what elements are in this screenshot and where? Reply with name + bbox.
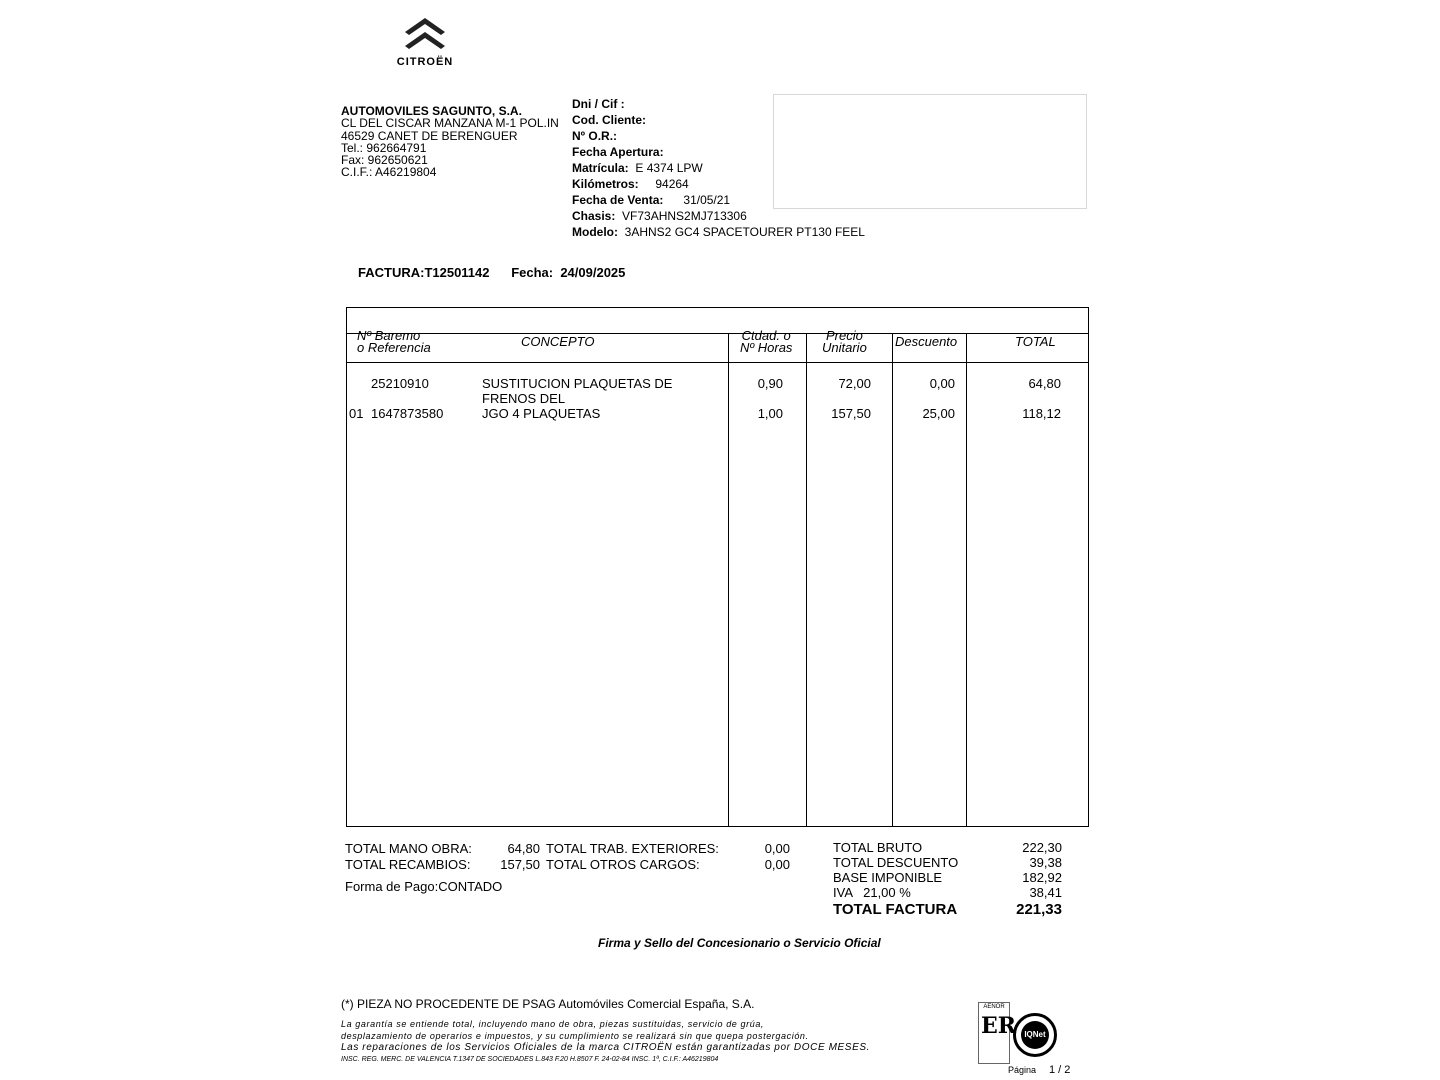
- row2-total: 118,12: [1022, 406, 1061, 421]
- company-fax: Fax: 962650621: [341, 153, 428, 168]
- forma-pago-label: Forma de Pago:: [345, 879, 439, 894]
- company-address2: 46529 CANET DE BERENGUER: [341, 128, 518, 143]
- bruto-label: TOTAL BRUTO: [833, 840, 923, 855]
- client-address-box: [773, 94, 1087, 209]
- header-concepto: CONCEPTO: [521, 334, 595, 349]
- fecha-value: 24/09/2025: [560, 265, 626, 280]
- otros-value: 0,00: [764, 857, 790, 872]
- row2-cantidad: 1,00: [757, 406, 783, 421]
- trab-ext-label: TOTAL TRAB. EXTERIORES:: [546, 841, 719, 856]
- chasis-label: Chasis:: [572, 209, 616, 223]
- brand-name: CITROËN: [396, 56, 454, 68]
- header-precio-line2: Unitario: [822, 340, 867, 355]
- company-cif: C.I.F.: A46219804: [341, 165, 437, 180]
- company-address1: CL DEL CISCAR MANZANA M-1 POL.IN: [341, 116, 559, 131]
- km-label: Kilómetros:: [572, 177, 639, 191]
- items-table: [346, 307, 1089, 827]
- row1-ref: 25210910: [371, 376, 429, 391]
- header-ref-line2: o Referencia: [357, 340, 431, 355]
- otros-label: TOTAL OTROS CARGOS:: [546, 857, 700, 872]
- fecha-venta-value: 31/05/21: [683, 193, 731, 207]
- factura-number: T12501142: [424, 265, 490, 280]
- row1-concept-line2: FRENOS DEL: [482, 391, 566, 406]
- fecha-venta-label: Fecha de Venta:: [572, 193, 664, 207]
- table-divider: [347, 362, 1088, 363]
- invoice-header: [358, 265, 625, 280]
- cod-cliente-label: Cod. Cliente:: [572, 113, 646, 127]
- bruto-value: 222,30: [1022, 840, 1062, 855]
- descuento-label: TOTAL DESCUENTO: [833, 855, 959, 870]
- mano-obra-value: 64,80: [507, 841, 540, 856]
- header-cantidad: [740, 330, 792, 354]
- dni-label: Dni / Cif :: [572, 97, 625, 111]
- base-value: 182,92: [1022, 870, 1062, 885]
- total-factura-label: TOTAL FACTURA: [833, 901, 958, 918]
- forma-pago: [345, 879, 502, 894]
- matricula-label: Matrícula:: [572, 161, 629, 175]
- citroen-logo: [378, 14, 472, 74]
- row1-cantidad: 0,90: [757, 376, 783, 391]
- header-ref-line1: Nº Baremo: [357, 328, 421, 343]
- aenor-certification: [978, 1002, 1017, 1064]
- km-value: 94264: [655, 177, 689, 191]
- header-cant-line2: Nº Horas: [740, 340, 793, 355]
- signature-caption: Firma y Sello del Concesionario o Servicio Oficial: [598, 936, 881, 950]
- header-total: TOTAL: [1015, 334, 1056, 349]
- matricula-value: E 4374 LPW: [635, 161, 703, 175]
- row2-descuento: 25,00: [922, 406, 955, 421]
- company-name: AUTOMOVILES SAGUNTO, S.A.: [341, 104, 522, 118]
- table-divider: [347, 333, 1088, 334]
- modelo-value: 3AHNS2 GC4 SPACETOURER PT130 FEEL: [624, 225, 865, 239]
- forma-pago-value: CONTADO: [438, 879, 503, 894]
- trab-ext-value: 0,00: [764, 841, 790, 856]
- descuento-value: 39,38: [1029, 855, 1062, 870]
- base-label: BASE IMPONIBLE: [833, 870, 943, 885]
- mano-obra-label: TOTAL MANO OBRA:: [345, 841, 472, 856]
- factura-label: FACTURA:: [358, 265, 425, 280]
- total-factura-value: 221,33: [1016, 901, 1062, 918]
- page-label: Página: [1008, 1065, 1037, 1075]
- fecha-apertura-label: Fecha Apertura:: [572, 145, 664, 159]
- row2-ref: 1647873580: [371, 406, 444, 421]
- or-label: Nº O.R.:: [572, 129, 618, 143]
- header-ref: [357, 330, 431, 354]
- header-precio: [822, 330, 867, 354]
- aenor-er-icon: ER: [981, 1013, 1017, 1039]
- guarantee-line1: La garantía se entiende total, incluyendo mano de obra, piezas sustituidas, servicio de grúa,: [341, 1019, 765, 1029]
- company-block: [341, 105, 559, 179]
- pieza-note: (*) PIEZA NO PROCEDENTE DE PSAG Automóviles Comercial España, S.A.: [341, 997, 755, 1011]
- iva-value: 38,41: [1029, 885, 1062, 900]
- recambios-label: TOTAL RECAMBIOS:: [345, 857, 471, 872]
- row2-concept-line1: JGO 4 PLAQUETAS: [482, 406, 601, 421]
- page-number: 1 / 2: [1049, 1064, 1071, 1076]
- row2-prefix: 01: [349, 406, 364, 421]
- header-descuento: Descuento: [895, 334, 958, 349]
- row2-precio: 157,50: [831, 406, 871, 421]
- chevrons-icon: [403, 14, 447, 54]
- row1-precio: 72,00: [838, 376, 871, 391]
- aenor-label: AENOR: [983, 1004, 1005, 1010]
- row1-descuento: 0,00: [929, 376, 955, 391]
- iqnet-certification: [1013, 1013, 1057, 1057]
- chasis-value: VF73AHNS2MJ713306: [622, 209, 747, 223]
- row1-concept-line1: SUSTITUCION PLAQUETAS DE: [482, 376, 673, 391]
- row1-total: 64,80: [1028, 376, 1061, 391]
- registry-info: INSC. REG. MERC. DE VALENCIA T.1347 DE SOCIEDADES L.843 F.20 H.8507 F. 24-02-84 INSC. 1ª, C.I.F.: A46219804: [341, 1056, 719, 1063]
- iqnet-icon: IQNet: [1021, 1021, 1049, 1049]
- company-tel: Tel.: 962664791: [341, 140, 427, 155]
- recambios-value: 157,50: [500, 857, 540, 872]
- fecha-label: Fecha:: [511, 265, 554, 280]
- header-cant-line1: Ctdad. o: [741, 328, 791, 343]
- iva-label: IVA 21,00 %: [833, 885, 911, 900]
- guarantee-line3: Las reparaciones de los Servicios Oficiales de la marca CITROËN están garantizadas por DOCE MESES.: [341, 1042, 870, 1053]
- modelo-label: Modelo:: [572, 225, 618, 239]
- guarantee-line2: desplazamiento de operarios e impuestos, y su cumplimiento se realizará sin que quepa postergación.: [341, 1031, 809, 1041]
- header-precio-line1: Precio: [825, 328, 863, 343]
